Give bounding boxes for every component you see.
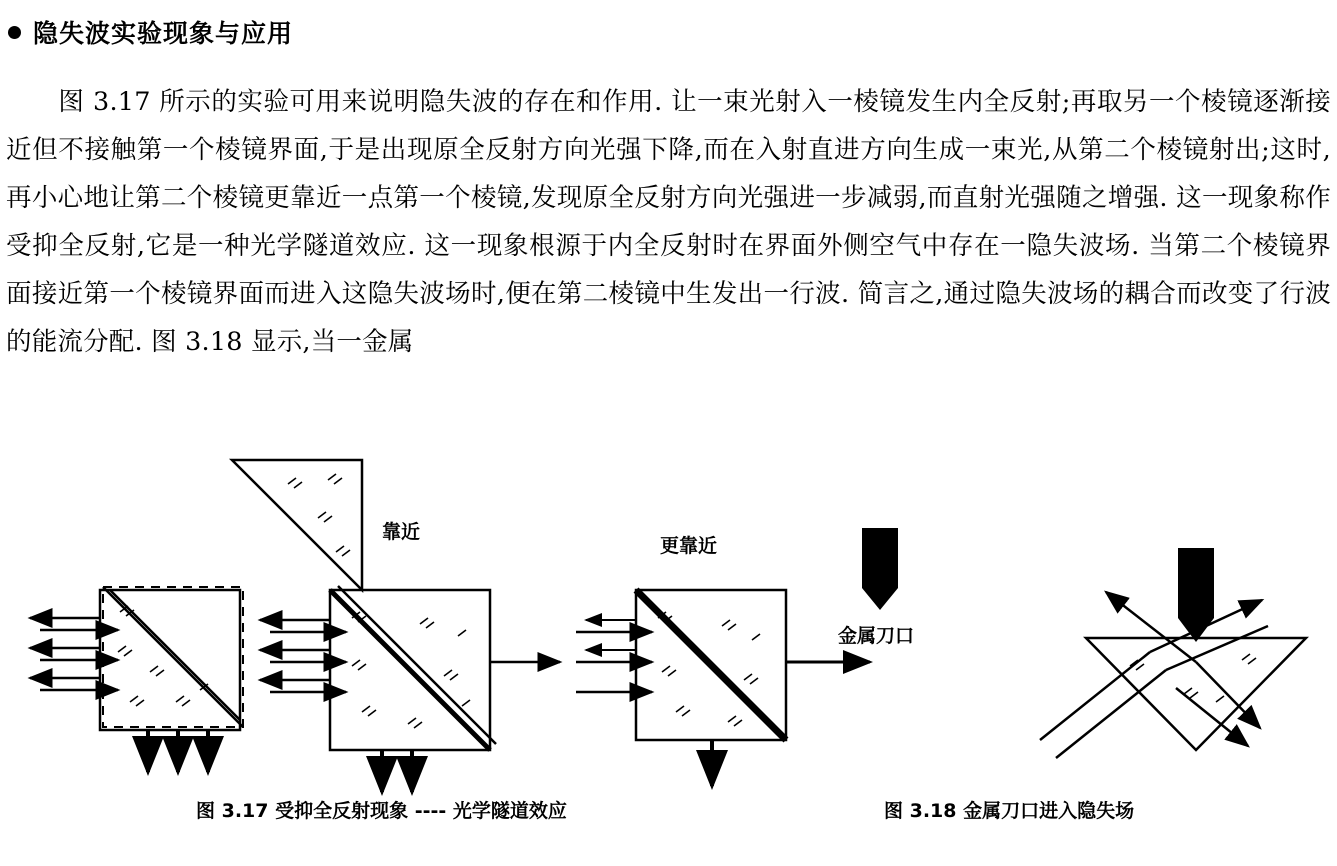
section-heading: [8, 14, 293, 50]
figure-318-knife-into-evanescent-field: [1040, 548, 1306, 758]
label-closer: 更靠近: [660, 535, 718, 557]
paragraph-text: 图 3.17 所示的实验可用来说明隐失波的存在和作用. 让一束光射入一棱镜发生内全反射;再取另一个棱镜逐渐接近但不接触第一个棱镜界面,于是出现原全反射方向光强下降,而在入射直进方向生成一束光,从第二个棱镜射出;这时,再小心地让第二个棱镜更靠近一点第一个棱镜,发现原全反射方向光强进一步减弱,而直射光强随之增强. 这一现象称作受抑全反射,它是一种光学隧道效应. 这一现象根源于内全反射时在界面外侧空气中存在一隐失波场. 当第二个棱镜界面接近第一个棱镜界面而进入这隐失波场时,便在第二棱镜中生发出一行波. 简言之,通过隐失波场的耦合而改变了行波的能流分配. 图 3.18 显示,当一金属: [6, 87, 1331, 357]
body-paragraph: [6, 78, 1331, 366]
metal-knife-edge-callout: [838, 528, 914, 647]
figure-a-single-prism: [30, 587, 243, 772]
bullet-dot-icon: [8, 26, 21, 39]
figure-d-two-prisms-closer: [576, 534, 870, 786]
figure-c-two-prisms-near: [260, 586, 560, 792]
optics-figure-diagram: [0, 440, 1337, 820]
label-near: 靠近: [382, 521, 421, 543]
page-title: 隐失波实验现象与应用: [33, 19, 294, 48]
figure-caption-right: 图 3.18 金属刀口进入隐失场: [884, 800, 1135, 822]
figure-caption-left: 图 3.17 受抑全反射现象 ---- 光学隧道效应: [196, 800, 567, 822]
label-metal-knife-edge: 金属刀口: [838, 625, 915, 647]
figure-group: [0, 440, 1337, 820]
figure-b-approaching-prism: [232, 460, 420, 590]
